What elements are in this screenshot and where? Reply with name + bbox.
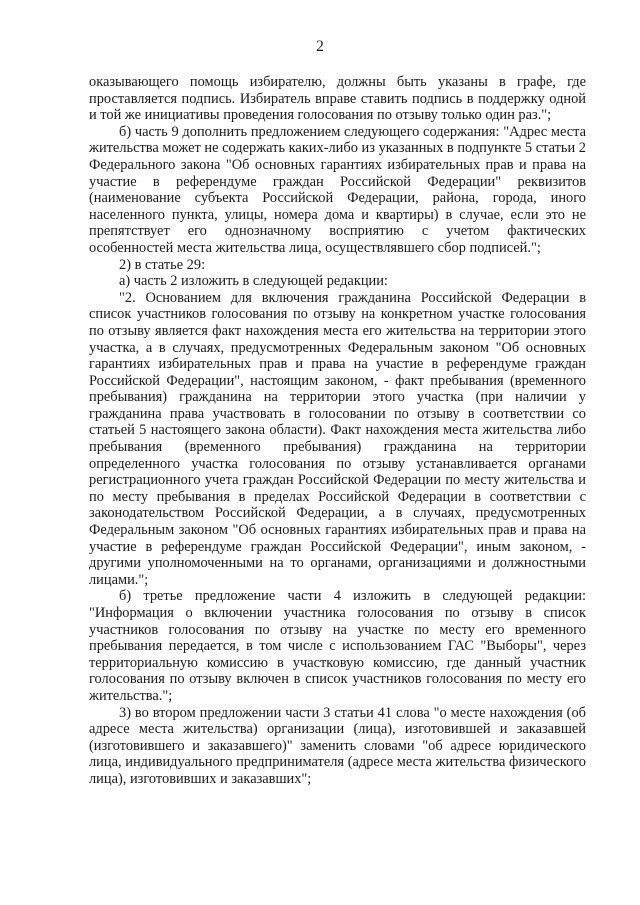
paragraph-part-4-amendment: б) третье предложение части 4 изложить в следующей редакции: "Информация о включении участника голосования по отзыву в список участников голосования по отзыву на участке по месту его временного пребывания передается, в том числе с использованием ГАС "Выборы", через территориальную комиссию в участковую комиссию, где данный участник голосования по отзыву включен в список участников голосования по месту его жительства."; xyxy=(89,588,586,704)
paragraph-article-41-amendment: 3) во втором предложении части 3 статьи 41 слова "о месте нахождения (об адресе места жительства) организации (лица), изготовившей и заказавшей (изготовившего и заказавшего)" заменить словами "об адресе юридического лица, индивидуального предпринимателя (адресе места жительства физического лица), изготовивших и заказавших"; xyxy=(89,704,586,787)
paragraph-part-2-intro: а) часть 2 изложить в следующей редакции: xyxy=(119,273,388,290)
paragraph-part-2-text: "2. Основанием для включения гражданина Российской Федерации в список участников голосования по отзыву на конкретном участке голосования по отзыву является факт нахождения места его жительства на территории этого участка, а в случаях, предусмотренных Федеральным законом "Об основных гарантиях избирательных прав и права на участие в референдуме граждан Российской Федерации", настоящим законом, - факт пребывания (временного пребывания) гражданина на территории этого участка (при наличии у гражданина права участвовать в голосовании по отзыву в соответствии со статьей 5 настоящего закона области). Факт нахождения места жительства либо пребывания (временного пребывания) гражданина на территории определенного участка голосования по отзыву устанавливается органами регистрационного учета граждан Российской Федерации по месту жительства и по месту пребывания в пределах Российской Федерации в соответствии с законодательством Российской Федерации, а в случаях, предусмотренных Федеральным законом "Об основных гарантиях избирательных прав и права на участие в референдуме граждан Российской Федерации", иным законом, - другими уполномоченными на то органами, организациями и должностными лицами."; xyxy=(89,289,586,588)
paragraph-part-9-amendment: б) часть 9 дополнить предложением следующего содержания: "Адрес места жительства может не содержать каких-либо из указанных в подпункте 5 статьи 2 Федерального закона "Об основных гарантиях избирательных прав и права на участие в референдуме граждан Российской Федерации" реквизитов (наименование субъекта Российской Федерации, района, города, иного населенного пункта, улицы, номера дома и квартиры) в случае, если это не препятствует его однозначному восприятию с учетом фактических особенностей места жительства лица, осуществлявшего сбор подписей."; xyxy=(89,123,586,256)
document-body xyxy=(89,74,586,788)
page-number: 2 xyxy=(316,38,324,55)
paragraph-article-29-heading: 2) в статье 29: xyxy=(119,256,206,273)
paragraph-continuation: оказывающего помощь избирателю, должны быть указаны в графе, где проставляется подпись. Избиратель вправе ставить подпись в поддержку одной и той же инициативы проведения голосования по отзыву только один раз."; xyxy=(89,74,586,124)
